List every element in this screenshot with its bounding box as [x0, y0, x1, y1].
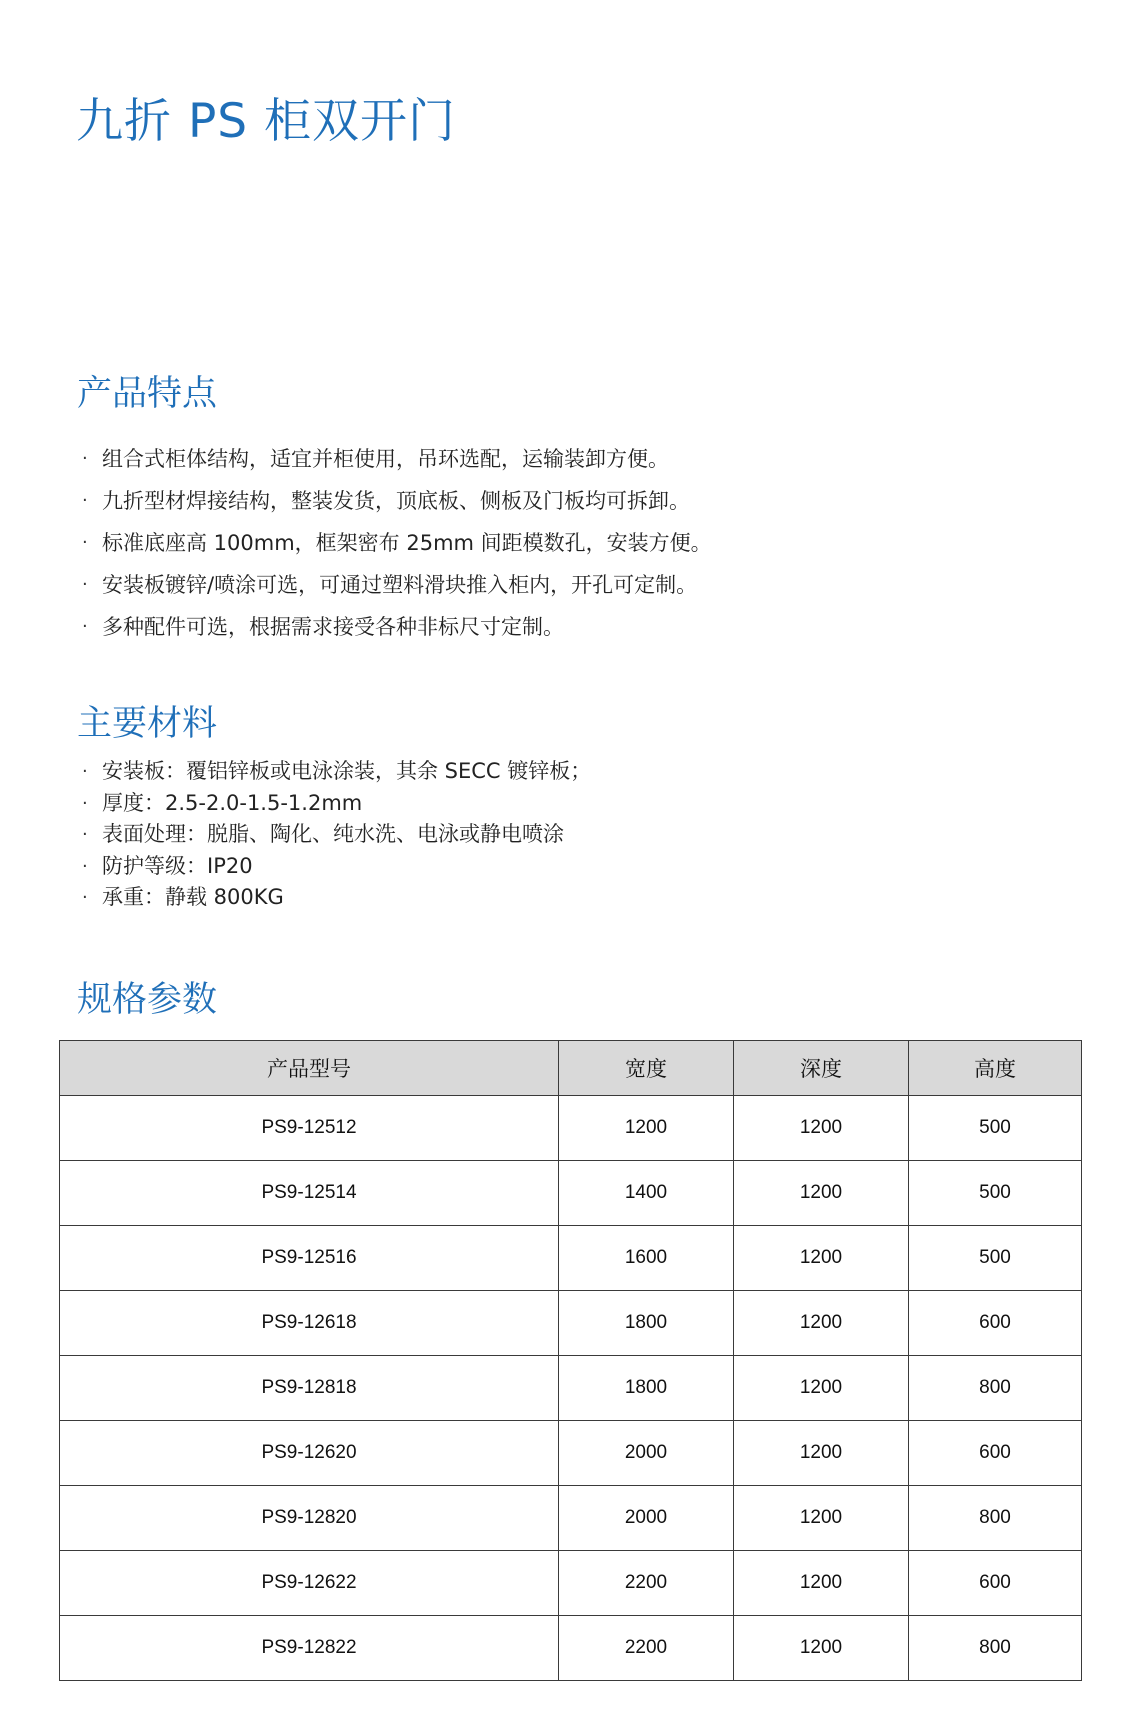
cell-height: 800: [909, 1616, 1082, 1681]
table-row: [60, 1616, 1082, 1681]
cell-depth: 1200: [734, 1161, 909, 1226]
cell-model: PS9-12620: [60, 1421, 559, 1486]
table-row: [60, 1486, 1082, 1551]
table-row: [60, 1161, 1082, 1226]
cell-height: 500: [909, 1161, 1082, 1226]
cell-width: 1200: [559, 1096, 734, 1161]
list-item: [82, 438, 712, 480]
cell-height: 800: [909, 1356, 1082, 1421]
feature-text: 多种配件可选，根据需求接受各种非标尺寸定制。: [102, 615, 564, 639]
list-item: [82, 819, 591, 851]
bullet-dot: ·: [82, 616, 88, 637]
bullet-dot: ·: [82, 792, 88, 814]
bullet-dot: ·: [82, 824, 88, 845]
column-header-model: 产品型号: [60, 1041, 559, 1096]
cell-height: 500: [909, 1226, 1082, 1291]
cell-width: 2200: [559, 1551, 734, 1616]
material-text: 安装板：覆铝锌板或电泳涂装，其余 SECC 镀锌板；: [102, 759, 592, 783]
column-header-height: 高度: [909, 1041, 1082, 1096]
bullet-dot: ·: [82, 448, 88, 469]
cell-depth: 1200: [734, 1226, 909, 1291]
materials-list: [82, 756, 591, 914]
cell-width: 1800: [559, 1291, 734, 1356]
cell-width: 1600: [559, 1226, 734, 1291]
bullet-dot: ·: [82, 574, 88, 595]
cell-model: PS9-12818: [60, 1356, 559, 1421]
bullet-dot: ·: [82, 761, 88, 782]
cell-depth: 1200: [734, 1096, 909, 1161]
materials-heading: 主要材料: [77, 704, 218, 744]
list-item: [82, 882, 591, 914]
features-heading: 产品特点: [77, 374, 218, 414]
table-row: [60, 1356, 1082, 1421]
cell-depth: 1200: [734, 1616, 909, 1681]
list-item: [82, 522, 712, 564]
list-item: [82, 756, 591, 788]
cell-height: 500: [909, 1096, 1082, 1161]
column-header-width: 宽度: [559, 1041, 734, 1096]
cell-model: PS9-12512: [60, 1096, 559, 1161]
features-list: [82, 438, 712, 648]
cell-width: 2000: [559, 1421, 734, 1486]
cell-model: PS9-12618: [60, 1291, 559, 1356]
spec-table: [59, 1040, 1082, 1681]
cell-depth: 1200: [734, 1421, 909, 1486]
cell-width: 2000: [559, 1486, 734, 1551]
material-text: 表面处理：脱脂、陶化、纯水洗、电泳或静电喷涂: [102, 822, 564, 846]
cell-depth: 1200: [734, 1356, 909, 1421]
feature-text: 标准底座高 100mm，框架密布 25mm 间距模数孔，安装方便。: [102, 531, 712, 555]
list-item: [82, 564, 712, 606]
material-text: 防护等级：IP20: [102, 853, 253, 878]
bullet-dot: ·: [82, 532, 88, 553]
material-text: 厚度：2.5-2.0-1.5-1.2mm: [102, 790, 363, 815]
cell-depth: 1200: [734, 1551, 909, 1616]
material-text: 承重：静载 800KG: [102, 885, 284, 909]
page-title: 九折 PS 柜双开门: [76, 94, 457, 149]
table-row: [60, 1096, 1082, 1161]
cell-width: 1400: [559, 1161, 734, 1226]
list-item: [82, 851, 591, 883]
bullet-dot: ·: [82, 490, 88, 511]
cell-depth: 1200: [734, 1291, 909, 1356]
cell-width: 2200: [559, 1616, 734, 1681]
table-row: [60, 1421, 1082, 1486]
table-row: [60, 1226, 1082, 1291]
cell-height: 600: [909, 1291, 1082, 1356]
cell-width: 1800: [559, 1356, 734, 1421]
column-header-depth: 深度: [734, 1041, 909, 1096]
feature-text: 组合式柜体结构，适宜并柜使用，吊环选配，运输装卸方便。: [102, 447, 669, 471]
feature-text: 安装板镀锌/喷涂可选，可通过塑料滑块推入柜内，开孔可定制。: [102, 573, 698, 597]
cell-model: PS9-12820: [60, 1486, 559, 1551]
cell-model: PS9-12622: [60, 1551, 559, 1616]
cell-model: PS9-12514: [60, 1161, 559, 1226]
cell-height: 800: [909, 1486, 1082, 1551]
cell-depth: 1200: [734, 1486, 909, 1551]
cell-model: PS9-12822: [60, 1616, 559, 1681]
cell-model: PS9-12516: [60, 1226, 559, 1291]
table-header-row: [60, 1041, 1082, 1096]
table-row: [60, 1291, 1082, 1356]
feature-text: 九折型材焊接结构，整装发货，顶底板、侧板及门板均可拆卸。: [102, 489, 690, 513]
table-row: [60, 1551, 1082, 1616]
list-item: [82, 788, 591, 820]
specs-heading: 规格参数: [77, 980, 218, 1020]
list-item: [82, 480, 712, 522]
bullet-dot: ·: [82, 855, 88, 877]
cell-height: 600: [909, 1551, 1082, 1616]
bullet-dot: ·: [82, 887, 88, 908]
cell-height: 600: [909, 1421, 1082, 1486]
list-item: [82, 606, 712, 648]
